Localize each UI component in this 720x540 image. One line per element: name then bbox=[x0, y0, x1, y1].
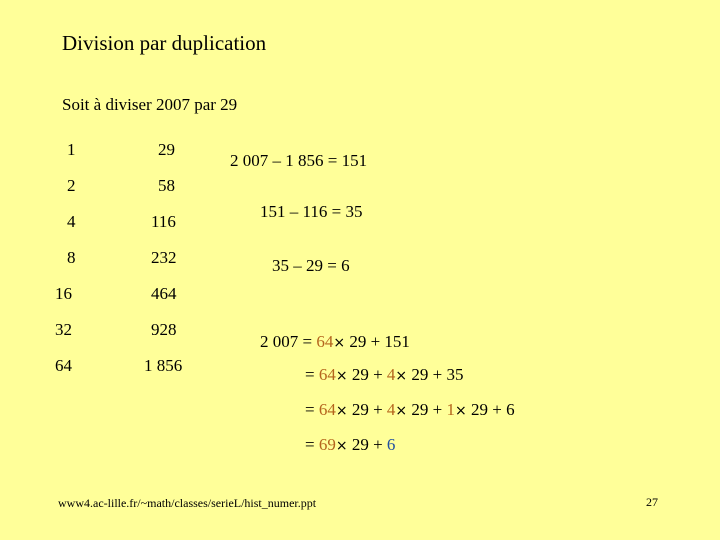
quotient-part: 64 bbox=[318, 400, 336, 419]
times-symbol: × bbox=[333, 335, 346, 351]
quotient-part: 64 bbox=[318, 365, 336, 384]
table-left-32: 32 bbox=[55, 320, 72, 339]
result-line-2 bbox=[305, 366, 464, 383]
step-3: 35 – 29 = 6 bbox=[272, 256, 350, 275]
times-symbol: × bbox=[335, 438, 348, 454]
times-symbol: × bbox=[335, 403, 348, 419]
table-left-64: 64 bbox=[55, 356, 72, 375]
quotient-part: 64 bbox=[316, 332, 334, 351]
equals-sign: = bbox=[305, 365, 319, 384]
remainder: 6 bbox=[386, 435, 396, 454]
equals-sign: = bbox=[305, 435, 319, 454]
result-line-1-suffix: 29 + 151 bbox=[345, 332, 410, 351]
quotient-part: 1 bbox=[446, 400, 455, 419]
table-right-29: 29 bbox=[158, 140, 175, 159]
result-line-1-prefix: 2 007 = bbox=[260, 332, 317, 351]
times-symbol: × bbox=[335, 368, 348, 384]
table-right-232: 232 bbox=[151, 248, 177, 267]
times-symbol: × bbox=[395, 368, 408, 384]
table-right-1856: 1 856 bbox=[144, 356, 183, 375]
result-line-4 bbox=[305, 436, 395, 453]
times-symbol: × bbox=[455, 403, 467, 419]
equals-sign: = bbox=[305, 400, 319, 419]
footer-url: www4.ac-lille.fr/~math/classes/serieL/hist_numer.ppt bbox=[58, 496, 317, 510]
step-1: 2 007 – 1 856 = 151 bbox=[230, 151, 368, 170]
table-left-1: 1 bbox=[67, 140, 76, 159]
slide-title: Division par duplication bbox=[62, 31, 267, 55]
slide-subtitle: Soit à diviser 2007 par 29 bbox=[62, 95, 238, 114]
result-text: 29 + 35 bbox=[407, 365, 464, 384]
page-number: 27 bbox=[646, 495, 658, 509]
result-line-1 bbox=[260, 333, 410, 350]
result-text: 29 + bbox=[347, 400, 387, 419]
result-text: 29 + 6 bbox=[466, 400, 515, 419]
table-right-116: 116 bbox=[151, 212, 176, 231]
quotient-total: 69 bbox=[318, 435, 336, 454]
result-text: 29 + bbox=[407, 400, 447, 419]
quotient-part: 4 bbox=[386, 365, 396, 384]
table-left-16: 16 bbox=[55, 284, 72, 303]
table-left-8: 8 bbox=[67, 248, 76, 267]
table-right-58: 58 bbox=[158, 176, 175, 195]
table-left-2: 2 bbox=[67, 176, 76, 195]
result-line-3 bbox=[305, 401, 515, 418]
table-right-464: 464 bbox=[151, 284, 177, 303]
table-right-928: 928 bbox=[151, 320, 177, 339]
table-left-4: 4 bbox=[67, 212, 76, 231]
result-text: 29 + bbox=[347, 435, 387, 454]
step-2: 151 – 116 = 35 bbox=[260, 202, 363, 221]
times-symbol: × bbox=[395, 403, 408, 419]
quotient-part: 4 bbox=[386, 400, 396, 419]
result-text: 29 + bbox=[347, 365, 387, 384]
